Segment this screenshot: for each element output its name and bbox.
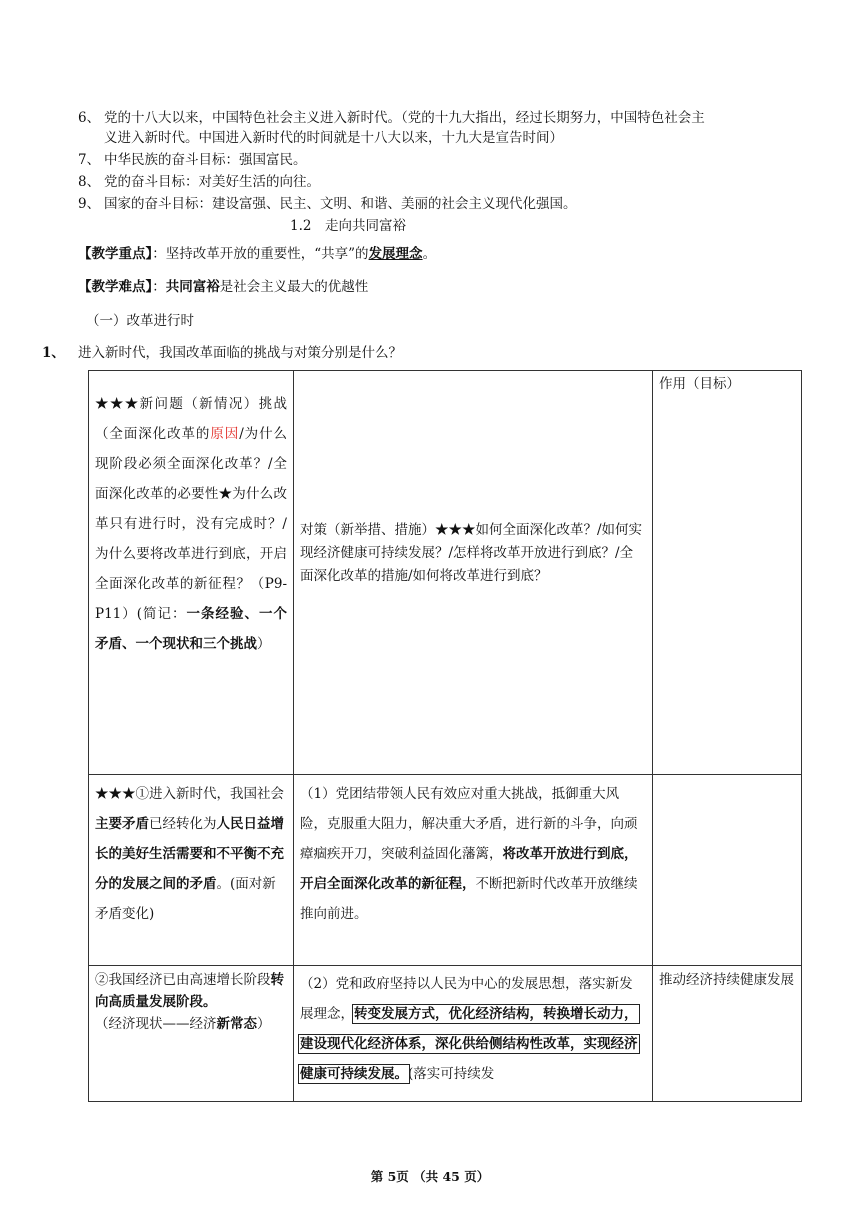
list-text: 中华民族的奋斗目标：强国富民。 bbox=[104, 152, 307, 168]
challenge-header-bold: 一条经验、一个矛盾、一个现状和三个挑战 bbox=[95, 606, 287, 652]
key-point-text: ：坚持改革开放的重要性，“共享”的 bbox=[152, 246, 369, 262]
effect-header-text: 作用（目标） bbox=[659, 376, 740, 392]
list-text: 党的十八大以来，中国特色社会主义进入新时代。（党的十九大指出，经过长期努力，中国特色社会主 bbox=[104, 110, 705, 126]
challenge-header-end: ） bbox=[257, 636, 271, 652]
challenge-text-2: （经济现状——经济 bbox=[95, 1016, 217, 1032]
countermeasure-cell-1 bbox=[294, 775, 653, 966]
difficult-point-label: 【教学难点】 bbox=[78, 279, 153, 295]
effect-header-cell bbox=[653, 371, 802, 775]
countermeasure-text: （2）党和政府坚持以人民为中心的发展思想，落实新发展理念， bbox=[300, 976, 633, 1022]
challenge-header-cell bbox=[89, 371, 294, 775]
challenge-bold: 主要矛盾 bbox=[95, 816, 149, 832]
question bbox=[42, 343, 402, 363]
challenge-end: 。(面对新矛盾变化) bbox=[95, 876, 276, 922]
question-number: 1、 bbox=[42, 345, 65, 361]
countermeasure-header-text: 对策（新举措、措施）★★★如何全面深化改革？/如何实现经济健康可持续发展？/怎样将改革开放进行到底？/全面深化改革的措施/如何将改革进行到底？ bbox=[300, 522, 643, 584]
list-item-9 bbox=[78, 194, 577, 214]
countermeasure-text: （1）党团结带领人民有效应对重大挑战，抵御重大风险，克服重大阻力，解决重大矛盾，进行新的斗争，向顽瘴痼疾开刀，突破利益固化藩篱， bbox=[300, 786, 638, 862]
key-point bbox=[78, 244, 436, 264]
countermeasure-cell-2 bbox=[294, 966, 653, 1102]
countermeasure-boxed: 转变发展方式，优化经济结构，转换增长动力，建设现代化经济体系，深化供给侧结构性改革，实现经济健康可持续发展。 bbox=[300, 1006, 638, 1082]
list-number: 6、 bbox=[78, 110, 101, 126]
key-point-label: 【教学重点】 bbox=[78, 246, 153, 262]
list-number: 7、 bbox=[78, 152, 101, 168]
challenge-text: ②我国经济已由高速增长阶段 bbox=[95, 972, 271, 988]
table-header-row bbox=[89, 371, 802, 775]
challenge-bold-2: 人民日益增长的美好生活需要和不平衡不充分的发展之间的矛盾 bbox=[95, 816, 284, 892]
difficult-point bbox=[78, 277, 368, 297]
challenge-bold-2: 新常态 bbox=[216, 1016, 257, 1032]
effect-cell-1 bbox=[653, 775, 802, 966]
table-row bbox=[89, 775, 802, 966]
challenge-header-text: ★★★新问题（新情况）挑战（全面深化改革的 bbox=[95, 396, 287, 442]
list-number: 8、 bbox=[78, 174, 101, 190]
subsection-title: （一）改革进行时 bbox=[86, 313, 194, 329]
list-text: 党的奋斗目标：对美好生活的向往。 bbox=[104, 174, 320, 190]
reform-table bbox=[88, 370, 802, 1102]
countermeasure-end: 不断把新时代改革开放继续推向前进。 bbox=[300, 876, 638, 922]
challenge-text-mid: 已经转化为 bbox=[149, 816, 217, 832]
challenge-header-text-2: /为什么现阶段必须全面深化改革？/全面深化改革的必要性★为什么改革只有进行时，没有完成时？/为什么要将改革进行到底，开启全面深化改革的新征程？（P9-P11）(简记： bbox=[95, 426, 288, 622]
difficult-point-emphasis: 共同富裕 bbox=[165, 279, 220, 295]
challenge-cell-2 bbox=[89, 966, 294, 1102]
section-title: 1.2 走向共同富裕 bbox=[290, 218, 406, 234]
list-item-7 bbox=[78, 150, 307, 170]
list-number: 9、 bbox=[78, 196, 101, 212]
difficult-point-text: ： bbox=[152, 279, 166, 295]
challenge-bold: 转向高质量发展阶段。 bbox=[95, 972, 284, 1010]
list-item-8 bbox=[78, 172, 320, 192]
table-row bbox=[89, 966, 802, 1102]
key-point-emphasis: 发展理念 bbox=[368, 246, 423, 262]
challenge-end: ） bbox=[257, 1016, 271, 1032]
countermeasure-bold: 将改革开放进行到底，开启全面深化改革的新征程， bbox=[300, 846, 638, 892]
difficult-point-end: 是社会主义最大的优越性 bbox=[219, 279, 369, 295]
page-footer: 第 5页 （共 45 页） bbox=[370, 1169, 490, 1184]
list-text: 国家的奋斗目标：建设富强、民主、文明、和谐、美丽的社会主义现代化强国。 bbox=[104, 196, 577, 212]
list-item-6 bbox=[78, 108, 705, 128]
countermeasure-end: (落实可持续发 bbox=[408, 1066, 495, 1082]
effect-cell-2: 推动经济持续健康发展 bbox=[653, 966, 802, 1102]
question-text: 进入新时代，我国改革面临的挑战与对策分别是什么？ bbox=[78, 345, 402, 361]
challenge-text: ★★★①进入新时代，我国社会 bbox=[95, 786, 284, 802]
countermeasure-header-cell bbox=[294, 371, 653, 775]
challenge-header-red: 原因 bbox=[210, 426, 240, 442]
list-item-6-continued: 义进入新时代。中国进入新时代的时间就是十八大以来，十九大是宣告时间） bbox=[104, 130, 563, 146]
challenge-cell-1 bbox=[89, 775, 294, 966]
key-point-end: 。 bbox=[422, 246, 437, 262]
